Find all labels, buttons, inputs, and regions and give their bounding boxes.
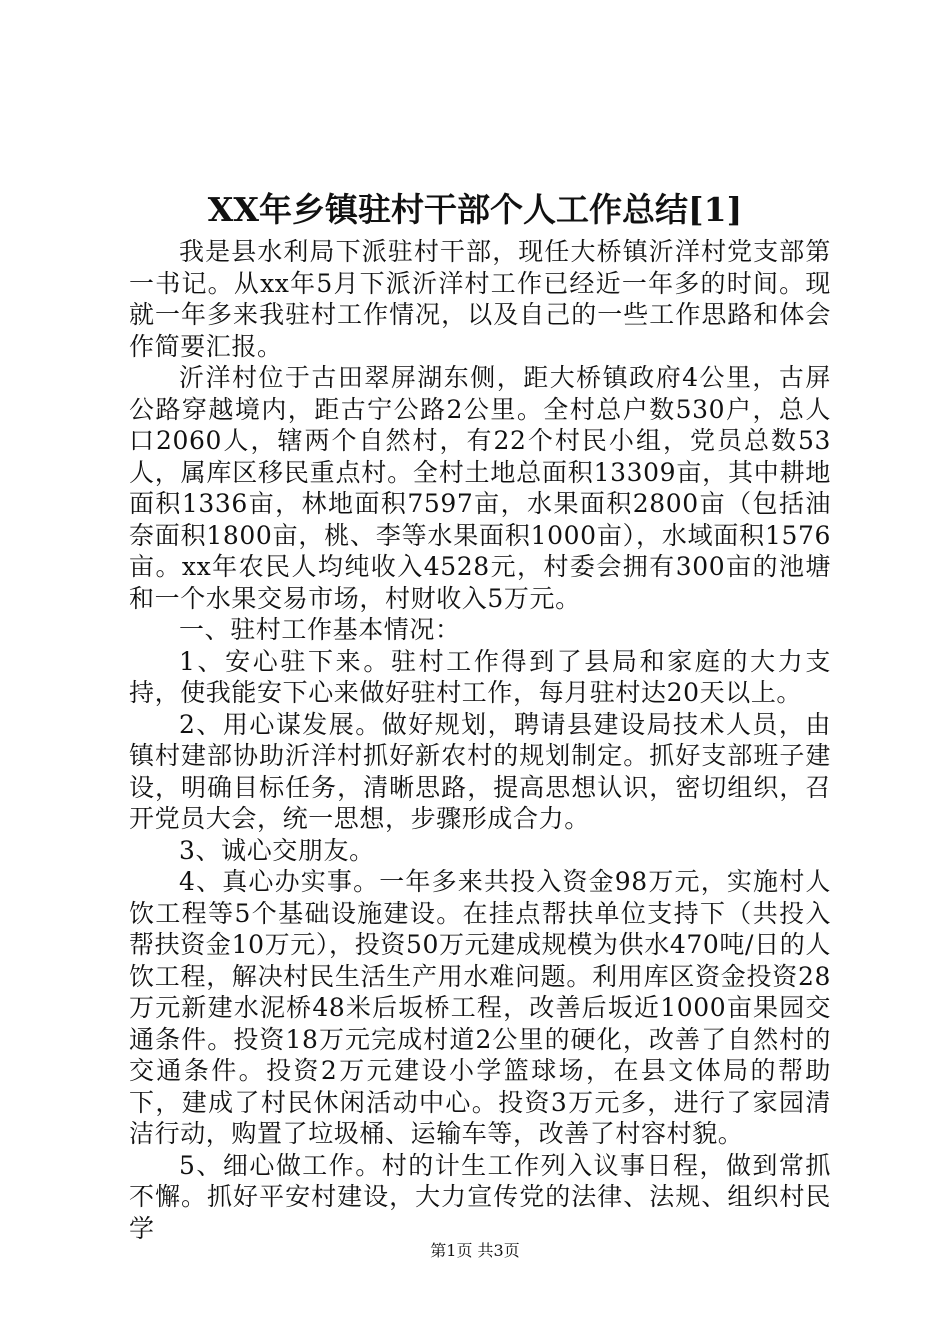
paragraph-item-3: 3、诚心交朋友。 [179,835,375,865]
paragraph-intro: 我是县水利局下派驻村干部，现任大桥镇沂洋村党支部第一书记。从xx年5月下派沂洋村工作已经近一年多的时间。现就一年多来我驻村工作情况，以及自己的一些工作思路和体会作简要汇报。 [129,237,831,361]
paragraph-village-overview: 沂洋村位于古田翠屏湖东侧，距大桥镇政府4公里，古屏公路穿越境内，距古宁公路2公里。全村总户数530户，总人口2060人，辖两个自然村，有22个村民小组，党员总数53人，属库区移民重点村。全村土地总面积13309亩，其中耕地面积1336亩，林地面积7597亩，水果面积2800亩（包括油奈面积1800亩，桃、李等水果面积1000亩），水域面积1576亩。xx年农民人均纯收入4528元，村委会拥有300亩的池塘和一个水果交易市场，村财收入5万元。 [129,363,831,613]
paragraph-item-4: 4、真心办实事。一年多来共投入资金98万元，实施村人饮工程等5个基础设施建设。在挂点帮扶单位支持下（共投入帮扶资金10万元），投资50万元建成规模为供水470吨/日的人饮工程，解决村民生活生产用水难问题。利用库区资金投资28万元新建水泥桥48米后坂桥工程，改善后坂近1000亩果园交通条件。投资18万元完成村道2公里的硬化，改善了自然村的交通条件。投资2万元建设小学篮球场，在县文体局的帮助下，建成了村民休闲活动中心。投资3万元多，进行了家园清洁行动，购置了垃圾桶、运输车等，改善了村容村貌。 [129,867,831,1148]
paragraph-item-1: 1、安心驻下来。驻村工作得到了县局和家庭的大力支持，使我能安下心来做好驻村工作，每月驻村达20天以上。 [129,646,831,707]
document-body [129,236,831,1244]
document-title: XX年乡镇驻村干部个人工作总结[1] [207,190,743,229]
paragraph-item-5: 5、细心做工作。村的计生工作列入议事日程，做到常抓不懈。抓好平安村建设，大力宣传党的法律、法规、组织村民学 [129,1150,831,1243]
section-heading-basic-situation: 一、驻村工作基本情况： [179,615,461,644]
page-number-footer: 第1页 共3页 [430,1241,520,1260]
paragraph-item-2: 2、用心谋发展。做好规划，聘请县建设局技术人员，由镇村建部协助沂洋村抓好新农村的规划制定。抓好支部班子建设，明确目标任务，清晰思路，提高思想认识，密切组织，召开党员大会，统一思想，步骤形成合力。 [129,709,831,833]
